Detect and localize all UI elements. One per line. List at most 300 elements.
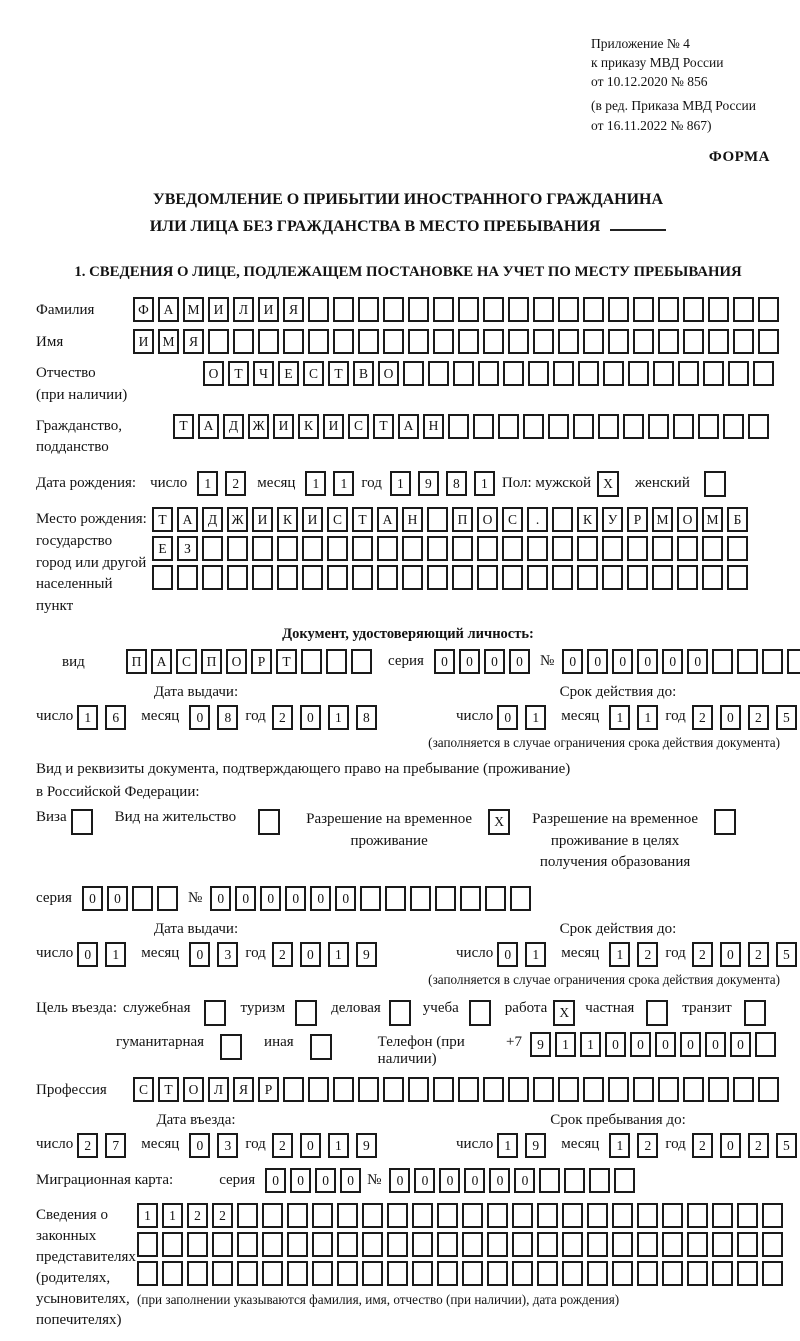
- char-cell[interactable]: [358, 1077, 379, 1102]
- char-cell[interactable]: [702, 565, 723, 590]
- char-cell[interactable]: С: [502, 507, 523, 532]
- char-cell[interactable]: [787, 649, 800, 674]
- char-cell[interactable]: А: [198, 414, 219, 439]
- char-cell[interactable]: [333, 297, 354, 322]
- char-cell[interactable]: [301, 649, 322, 674]
- sex-male-checkbox[interactable]: X: [597, 471, 619, 497]
- char-cell[interactable]: [762, 649, 783, 674]
- char-cell[interactable]: [362, 1203, 383, 1228]
- char-cell[interactable]: [558, 329, 579, 354]
- residence-permit-checkbox[interactable]: [258, 809, 280, 835]
- char-cell[interactable]: А: [177, 507, 198, 532]
- char-cell[interactable]: 0: [484, 649, 505, 674]
- char-cell[interactable]: [633, 1077, 654, 1102]
- char-cell[interactable]: И: [208, 297, 229, 322]
- char-cell[interactable]: [452, 536, 473, 561]
- char-cell[interactable]: О: [203, 361, 224, 386]
- char-cell[interactable]: [552, 507, 573, 532]
- char-cell[interactable]: 0: [389, 1168, 410, 1193]
- char-cell[interactable]: [733, 329, 754, 354]
- char-cell[interactable]: 0: [514, 1168, 535, 1193]
- char-cell[interactable]: [385, 886, 406, 911]
- char-cell[interactable]: [578, 361, 599, 386]
- char-cell[interactable]: Р: [251, 649, 272, 674]
- temp-residence-checkbox[interactable]: X: [488, 809, 510, 835]
- char-cell[interactable]: [608, 329, 629, 354]
- char-cell[interactable]: [458, 1077, 479, 1102]
- char-cell[interactable]: 0: [637, 649, 658, 674]
- char-cell[interactable]: [723, 414, 744, 439]
- char-cell[interactable]: [448, 414, 469, 439]
- char-cell[interactable]: 0: [587, 649, 608, 674]
- purpose-tourism-checkbox[interactable]: [295, 1000, 317, 1026]
- char-cell[interactable]: С: [133, 1077, 154, 1102]
- char-cell[interactable]: [302, 536, 323, 561]
- char-cell[interactable]: А: [158, 297, 179, 322]
- char-cell[interactable]: [352, 565, 373, 590]
- char-cell[interactable]: [327, 536, 348, 561]
- char-cell[interactable]: П: [201, 649, 222, 674]
- char-cell[interactable]: [326, 649, 347, 674]
- char-cell[interactable]: [677, 565, 698, 590]
- char-cell[interactable]: О: [677, 507, 698, 532]
- char-cell[interactable]: 5: [776, 705, 797, 730]
- char-cell[interactable]: 1: [137, 1203, 158, 1228]
- char-cell[interactable]: [487, 1203, 508, 1228]
- char-cell[interactable]: [462, 1232, 483, 1257]
- char-cell[interactable]: Т: [328, 361, 349, 386]
- char-cell[interactable]: 0: [562, 649, 583, 674]
- char-cell[interactable]: [562, 1232, 583, 1257]
- char-cell[interactable]: [212, 1261, 233, 1286]
- char-cell[interactable]: [733, 297, 754, 322]
- char-cell[interactable]: [262, 1232, 283, 1257]
- char-cell[interactable]: [523, 414, 544, 439]
- char-cell[interactable]: С: [303, 361, 324, 386]
- char-cell[interactable]: А: [151, 649, 172, 674]
- char-cell[interactable]: [577, 536, 598, 561]
- char-cell[interactable]: В: [353, 361, 374, 386]
- char-cell[interactable]: [658, 329, 679, 354]
- char-cell[interactable]: [437, 1261, 458, 1286]
- char-cell[interactable]: [623, 414, 644, 439]
- char-cell[interactable]: 0: [497, 942, 518, 967]
- char-cell[interactable]: 2: [272, 942, 293, 967]
- char-cell[interactable]: П: [452, 507, 473, 532]
- char-cell[interactable]: С: [348, 414, 369, 439]
- char-cell[interactable]: [652, 565, 673, 590]
- char-cell[interactable]: [308, 329, 329, 354]
- char-cell[interactable]: [412, 1261, 433, 1286]
- char-cell[interactable]: Е: [278, 361, 299, 386]
- char-cell[interactable]: [377, 536, 398, 561]
- char-cell[interactable]: [737, 649, 758, 674]
- char-cell[interactable]: [252, 565, 273, 590]
- char-cell[interactable]: 0: [720, 1133, 741, 1158]
- char-cell[interactable]: [478, 361, 499, 386]
- char-cell[interactable]: [587, 1232, 608, 1257]
- char-cell[interactable]: [598, 414, 619, 439]
- char-cell[interactable]: [683, 329, 704, 354]
- char-cell[interactable]: [352, 536, 373, 561]
- char-cell[interactable]: Ж: [227, 507, 248, 532]
- char-cell[interactable]: [727, 565, 748, 590]
- char-cell[interactable]: [462, 1203, 483, 1228]
- char-cell[interactable]: [677, 536, 698, 561]
- char-cell[interactable]: [460, 886, 481, 911]
- char-cell[interactable]: 0: [612, 649, 633, 674]
- char-cell[interactable]: 8: [446, 471, 467, 496]
- char-cell[interactable]: [408, 297, 429, 322]
- char-cell[interactable]: 0: [730, 1032, 751, 1057]
- char-cell[interactable]: [403, 361, 424, 386]
- char-cell[interactable]: 0: [77, 942, 98, 967]
- char-cell[interactable]: [527, 565, 548, 590]
- char-cell[interactable]: [302, 565, 323, 590]
- char-cell[interactable]: [337, 1203, 358, 1228]
- char-cell[interactable]: [708, 297, 729, 322]
- char-cell[interactable]: 0: [310, 886, 331, 911]
- char-cell[interactable]: [548, 414, 569, 439]
- char-cell[interactable]: [633, 297, 654, 322]
- char-cell[interactable]: [758, 297, 779, 322]
- char-cell[interactable]: С: [176, 649, 197, 674]
- char-cell[interactable]: 0: [210, 886, 231, 911]
- char-cell[interactable]: [573, 414, 594, 439]
- char-cell[interactable]: [237, 1203, 258, 1228]
- char-cell[interactable]: Н: [402, 507, 423, 532]
- char-cell[interactable]: [712, 1261, 733, 1286]
- sex-female-checkbox[interactable]: [704, 471, 726, 497]
- char-cell[interactable]: [187, 1261, 208, 1286]
- char-cell[interactable]: [377, 565, 398, 590]
- char-cell[interactable]: 6: [105, 705, 126, 730]
- char-cell[interactable]: [533, 297, 554, 322]
- char-cell[interactable]: [333, 1077, 354, 1102]
- char-cell[interactable]: 0: [340, 1168, 361, 1193]
- char-cell[interactable]: Т: [228, 361, 249, 386]
- char-cell[interactable]: [277, 536, 298, 561]
- char-cell[interactable]: 0: [315, 1168, 336, 1193]
- char-cell[interactable]: [683, 297, 704, 322]
- char-cell[interactable]: [564, 1168, 585, 1193]
- char-cell[interactable]: 2: [637, 942, 658, 967]
- char-cell[interactable]: [627, 565, 648, 590]
- char-cell[interactable]: Я: [283, 297, 304, 322]
- char-cell[interactable]: [227, 536, 248, 561]
- char-cell[interactable]: [558, 297, 579, 322]
- char-cell[interactable]: 9: [356, 1133, 377, 1158]
- char-cell[interactable]: [387, 1232, 408, 1257]
- char-cell[interactable]: 1: [333, 471, 354, 496]
- char-cell[interactable]: 0: [680, 1032, 701, 1057]
- char-cell[interactable]: 5: [776, 1133, 797, 1158]
- char-cell[interactable]: [539, 1168, 560, 1193]
- char-cell[interactable]: У: [602, 507, 623, 532]
- char-cell[interactable]: [583, 329, 604, 354]
- char-cell[interactable]: 3: [217, 1133, 238, 1158]
- char-cell[interactable]: [308, 297, 329, 322]
- char-cell[interactable]: [608, 1077, 629, 1102]
- char-cell[interactable]: З: [177, 536, 198, 561]
- char-cell[interactable]: [608, 297, 629, 322]
- char-cell[interactable]: [383, 329, 404, 354]
- char-cell[interactable]: 0: [300, 705, 321, 730]
- char-cell[interactable]: [177, 565, 198, 590]
- char-cell[interactable]: Т: [152, 507, 173, 532]
- char-cell[interactable]: [587, 1261, 608, 1286]
- char-cell[interactable]: А: [377, 507, 398, 532]
- char-cell[interactable]: К: [298, 414, 319, 439]
- char-cell[interactable]: Ф: [133, 297, 154, 322]
- char-cell[interactable]: [412, 1203, 433, 1228]
- char-cell[interactable]: Д: [223, 414, 244, 439]
- char-cell[interactable]: О: [378, 361, 399, 386]
- char-cell[interactable]: [157, 886, 178, 911]
- char-cell[interactable]: 0: [605, 1032, 626, 1057]
- char-cell[interactable]: [653, 361, 674, 386]
- char-cell[interactable]: 0: [285, 886, 306, 911]
- char-cell[interactable]: 7: [105, 1133, 126, 1158]
- char-cell[interactable]: М: [183, 297, 204, 322]
- char-cell[interactable]: 0: [414, 1168, 435, 1193]
- char-cell[interactable]: [602, 536, 623, 561]
- purpose-business-checkbox[interactable]: [389, 1000, 411, 1026]
- char-cell[interactable]: [627, 536, 648, 561]
- char-cell[interactable]: [458, 297, 479, 322]
- char-cell[interactable]: 0: [290, 1168, 311, 1193]
- char-cell[interactable]: 0: [464, 1168, 485, 1193]
- char-cell[interactable]: [137, 1232, 158, 1257]
- char-cell[interactable]: [383, 297, 404, 322]
- char-cell[interactable]: [351, 649, 372, 674]
- char-cell[interactable]: Т: [158, 1077, 179, 1102]
- char-cell[interactable]: [658, 297, 679, 322]
- char-cell[interactable]: [312, 1203, 333, 1228]
- char-cell[interactable]: [728, 361, 749, 386]
- char-cell[interactable]: [687, 1232, 708, 1257]
- char-cell[interactable]: [283, 1077, 304, 1102]
- char-cell[interactable]: [614, 1168, 635, 1193]
- char-cell[interactable]: [702, 536, 723, 561]
- char-cell[interactable]: [337, 1232, 358, 1257]
- purpose-humanitarian-checkbox[interactable]: [220, 1034, 242, 1060]
- char-cell[interactable]: [652, 536, 673, 561]
- char-cell[interactable]: [762, 1232, 783, 1257]
- char-cell[interactable]: [237, 1232, 258, 1257]
- char-cell[interactable]: [412, 1232, 433, 1257]
- char-cell[interactable]: И: [302, 507, 323, 532]
- char-cell[interactable]: [553, 361, 574, 386]
- char-cell[interactable]: [383, 1077, 404, 1102]
- char-cell[interactable]: [402, 536, 423, 561]
- char-cell[interactable]: Я: [233, 1077, 254, 1102]
- char-cell[interactable]: [712, 649, 733, 674]
- char-cell[interactable]: [755, 1032, 776, 1057]
- char-cell[interactable]: [208, 329, 229, 354]
- char-cell[interactable]: [683, 1077, 704, 1102]
- char-cell[interactable]: 0: [189, 942, 210, 967]
- char-cell[interactable]: 8: [217, 705, 238, 730]
- char-cell[interactable]: 0: [687, 649, 708, 674]
- char-cell[interactable]: [402, 565, 423, 590]
- char-cell[interactable]: [262, 1203, 283, 1228]
- char-cell[interactable]: И: [133, 329, 154, 354]
- char-cell[interactable]: [762, 1203, 783, 1228]
- char-cell[interactable]: [187, 1232, 208, 1257]
- char-cell[interactable]: 0: [189, 1133, 210, 1158]
- char-cell[interactable]: О: [183, 1077, 204, 1102]
- char-cell[interactable]: [603, 361, 624, 386]
- char-cell[interactable]: [512, 1232, 533, 1257]
- char-cell[interactable]: 2: [692, 1133, 713, 1158]
- char-cell[interactable]: [502, 536, 523, 561]
- char-cell[interactable]: [437, 1232, 458, 1257]
- char-cell[interactable]: [587, 1203, 608, 1228]
- char-cell[interactable]: П: [126, 649, 147, 674]
- char-cell[interactable]: 0: [655, 1032, 676, 1057]
- char-cell[interactable]: [502, 565, 523, 590]
- char-cell[interactable]: [427, 507, 448, 532]
- char-cell[interactable]: 1: [497, 1133, 518, 1158]
- char-cell[interactable]: [727, 536, 748, 561]
- char-cell[interactable]: 2: [748, 705, 769, 730]
- char-cell[interactable]: О: [477, 507, 498, 532]
- char-cell[interactable]: [637, 1261, 658, 1286]
- char-cell[interactable]: [558, 1077, 579, 1102]
- char-cell[interactable]: 0: [335, 886, 356, 911]
- char-cell[interactable]: [483, 1077, 504, 1102]
- char-cell[interactable]: [428, 361, 449, 386]
- char-cell[interactable]: [427, 565, 448, 590]
- char-cell[interactable]: 0: [82, 886, 103, 911]
- char-cell[interactable]: 0: [489, 1168, 510, 1193]
- char-cell[interactable]: [637, 1232, 658, 1257]
- char-cell[interactable]: [427, 536, 448, 561]
- char-cell[interactable]: [708, 1077, 729, 1102]
- char-cell[interactable]: 3: [217, 942, 238, 967]
- char-cell[interactable]: 8: [356, 705, 377, 730]
- char-cell[interactable]: Т: [173, 414, 194, 439]
- char-cell[interactable]: .: [527, 507, 548, 532]
- char-cell[interactable]: [537, 1203, 558, 1228]
- char-cell[interactable]: [435, 886, 456, 911]
- char-cell[interactable]: 2: [272, 1133, 293, 1158]
- char-cell[interactable]: [437, 1203, 458, 1228]
- char-cell[interactable]: М: [652, 507, 673, 532]
- char-cell[interactable]: [673, 414, 694, 439]
- char-cell[interactable]: [687, 1203, 708, 1228]
- char-cell[interactable]: Л: [233, 297, 254, 322]
- char-cell[interactable]: [562, 1261, 583, 1286]
- char-cell[interactable]: 0: [235, 886, 256, 911]
- char-cell[interactable]: [327, 565, 348, 590]
- char-cell[interactable]: [733, 1077, 754, 1102]
- char-cell[interactable]: [362, 1232, 383, 1257]
- char-cell[interactable]: 0: [630, 1032, 651, 1057]
- char-cell[interactable]: 1: [197, 471, 218, 496]
- char-cell[interactable]: [737, 1203, 758, 1228]
- char-cell[interactable]: Ж: [248, 414, 269, 439]
- char-cell[interactable]: [227, 565, 248, 590]
- char-cell[interactable]: С: [327, 507, 348, 532]
- char-cell[interactable]: Я: [183, 329, 204, 354]
- char-cell[interactable]: 0: [720, 942, 741, 967]
- char-cell[interactable]: [487, 1232, 508, 1257]
- char-cell[interactable]: [287, 1232, 308, 1257]
- char-cell[interactable]: [202, 565, 223, 590]
- char-cell[interactable]: [508, 1077, 529, 1102]
- purpose-other-checkbox[interactable]: [310, 1034, 332, 1060]
- char-cell[interactable]: [308, 1077, 329, 1102]
- char-cell[interactable]: [628, 361, 649, 386]
- char-cell[interactable]: М: [158, 329, 179, 354]
- char-cell[interactable]: О: [226, 649, 247, 674]
- char-cell[interactable]: [528, 361, 549, 386]
- char-cell[interactable]: [637, 1203, 658, 1228]
- char-cell[interactable]: [410, 886, 431, 911]
- char-cell[interactable]: [312, 1261, 333, 1286]
- purpose-official-checkbox[interactable]: [204, 1000, 226, 1026]
- char-cell[interactable]: [477, 565, 498, 590]
- char-cell[interactable]: [237, 1261, 258, 1286]
- char-cell[interactable]: [498, 414, 519, 439]
- char-cell[interactable]: [678, 361, 699, 386]
- char-cell[interactable]: [662, 1203, 683, 1228]
- char-cell[interactable]: Е: [152, 536, 173, 561]
- char-cell[interactable]: [287, 1203, 308, 1228]
- char-cell[interactable]: [533, 329, 554, 354]
- purpose-private-checkbox[interactable]: [646, 1000, 668, 1026]
- char-cell[interactable]: [137, 1261, 158, 1286]
- char-cell[interactable]: 0: [434, 649, 455, 674]
- char-cell[interactable]: 0: [720, 705, 741, 730]
- char-cell[interactable]: [473, 414, 494, 439]
- purpose-study-checkbox[interactable]: [469, 1000, 491, 1026]
- char-cell[interactable]: 1: [328, 705, 349, 730]
- char-cell[interactable]: 2: [187, 1203, 208, 1228]
- char-cell[interactable]: [748, 414, 769, 439]
- char-cell[interactable]: [633, 329, 654, 354]
- char-cell[interactable]: [662, 1261, 683, 1286]
- char-cell[interactable]: [358, 329, 379, 354]
- char-cell[interactable]: 0: [662, 649, 683, 674]
- char-cell[interactable]: [162, 1232, 183, 1257]
- purpose-work-checkbox[interactable]: X: [553, 1000, 575, 1026]
- char-cell[interactable]: 1: [525, 942, 546, 967]
- char-cell[interactable]: [658, 1077, 679, 1102]
- char-cell[interactable]: [408, 329, 429, 354]
- char-cell[interactable]: И: [252, 507, 273, 532]
- char-cell[interactable]: [487, 1261, 508, 1286]
- char-cell[interactable]: 2: [637, 1133, 658, 1158]
- char-cell[interactable]: [485, 886, 506, 911]
- char-cell[interactable]: Л: [208, 1077, 229, 1102]
- char-cell[interactable]: [612, 1261, 633, 1286]
- char-cell[interactable]: [408, 1077, 429, 1102]
- char-cell[interactable]: [360, 886, 381, 911]
- char-cell[interactable]: К: [577, 507, 598, 532]
- char-cell[interactable]: 9: [525, 1133, 546, 1158]
- char-cell[interactable]: 2: [272, 705, 293, 730]
- char-cell[interactable]: [362, 1261, 383, 1286]
- char-cell[interactable]: [648, 414, 669, 439]
- char-cell[interactable]: [537, 1261, 558, 1286]
- char-cell[interactable]: [698, 414, 719, 439]
- char-cell[interactable]: [762, 1261, 783, 1286]
- char-cell[interactable]: 0: [705, 1032, 726, 1057]
- char-cell[interactable]: [708, 329, 729, 354]
